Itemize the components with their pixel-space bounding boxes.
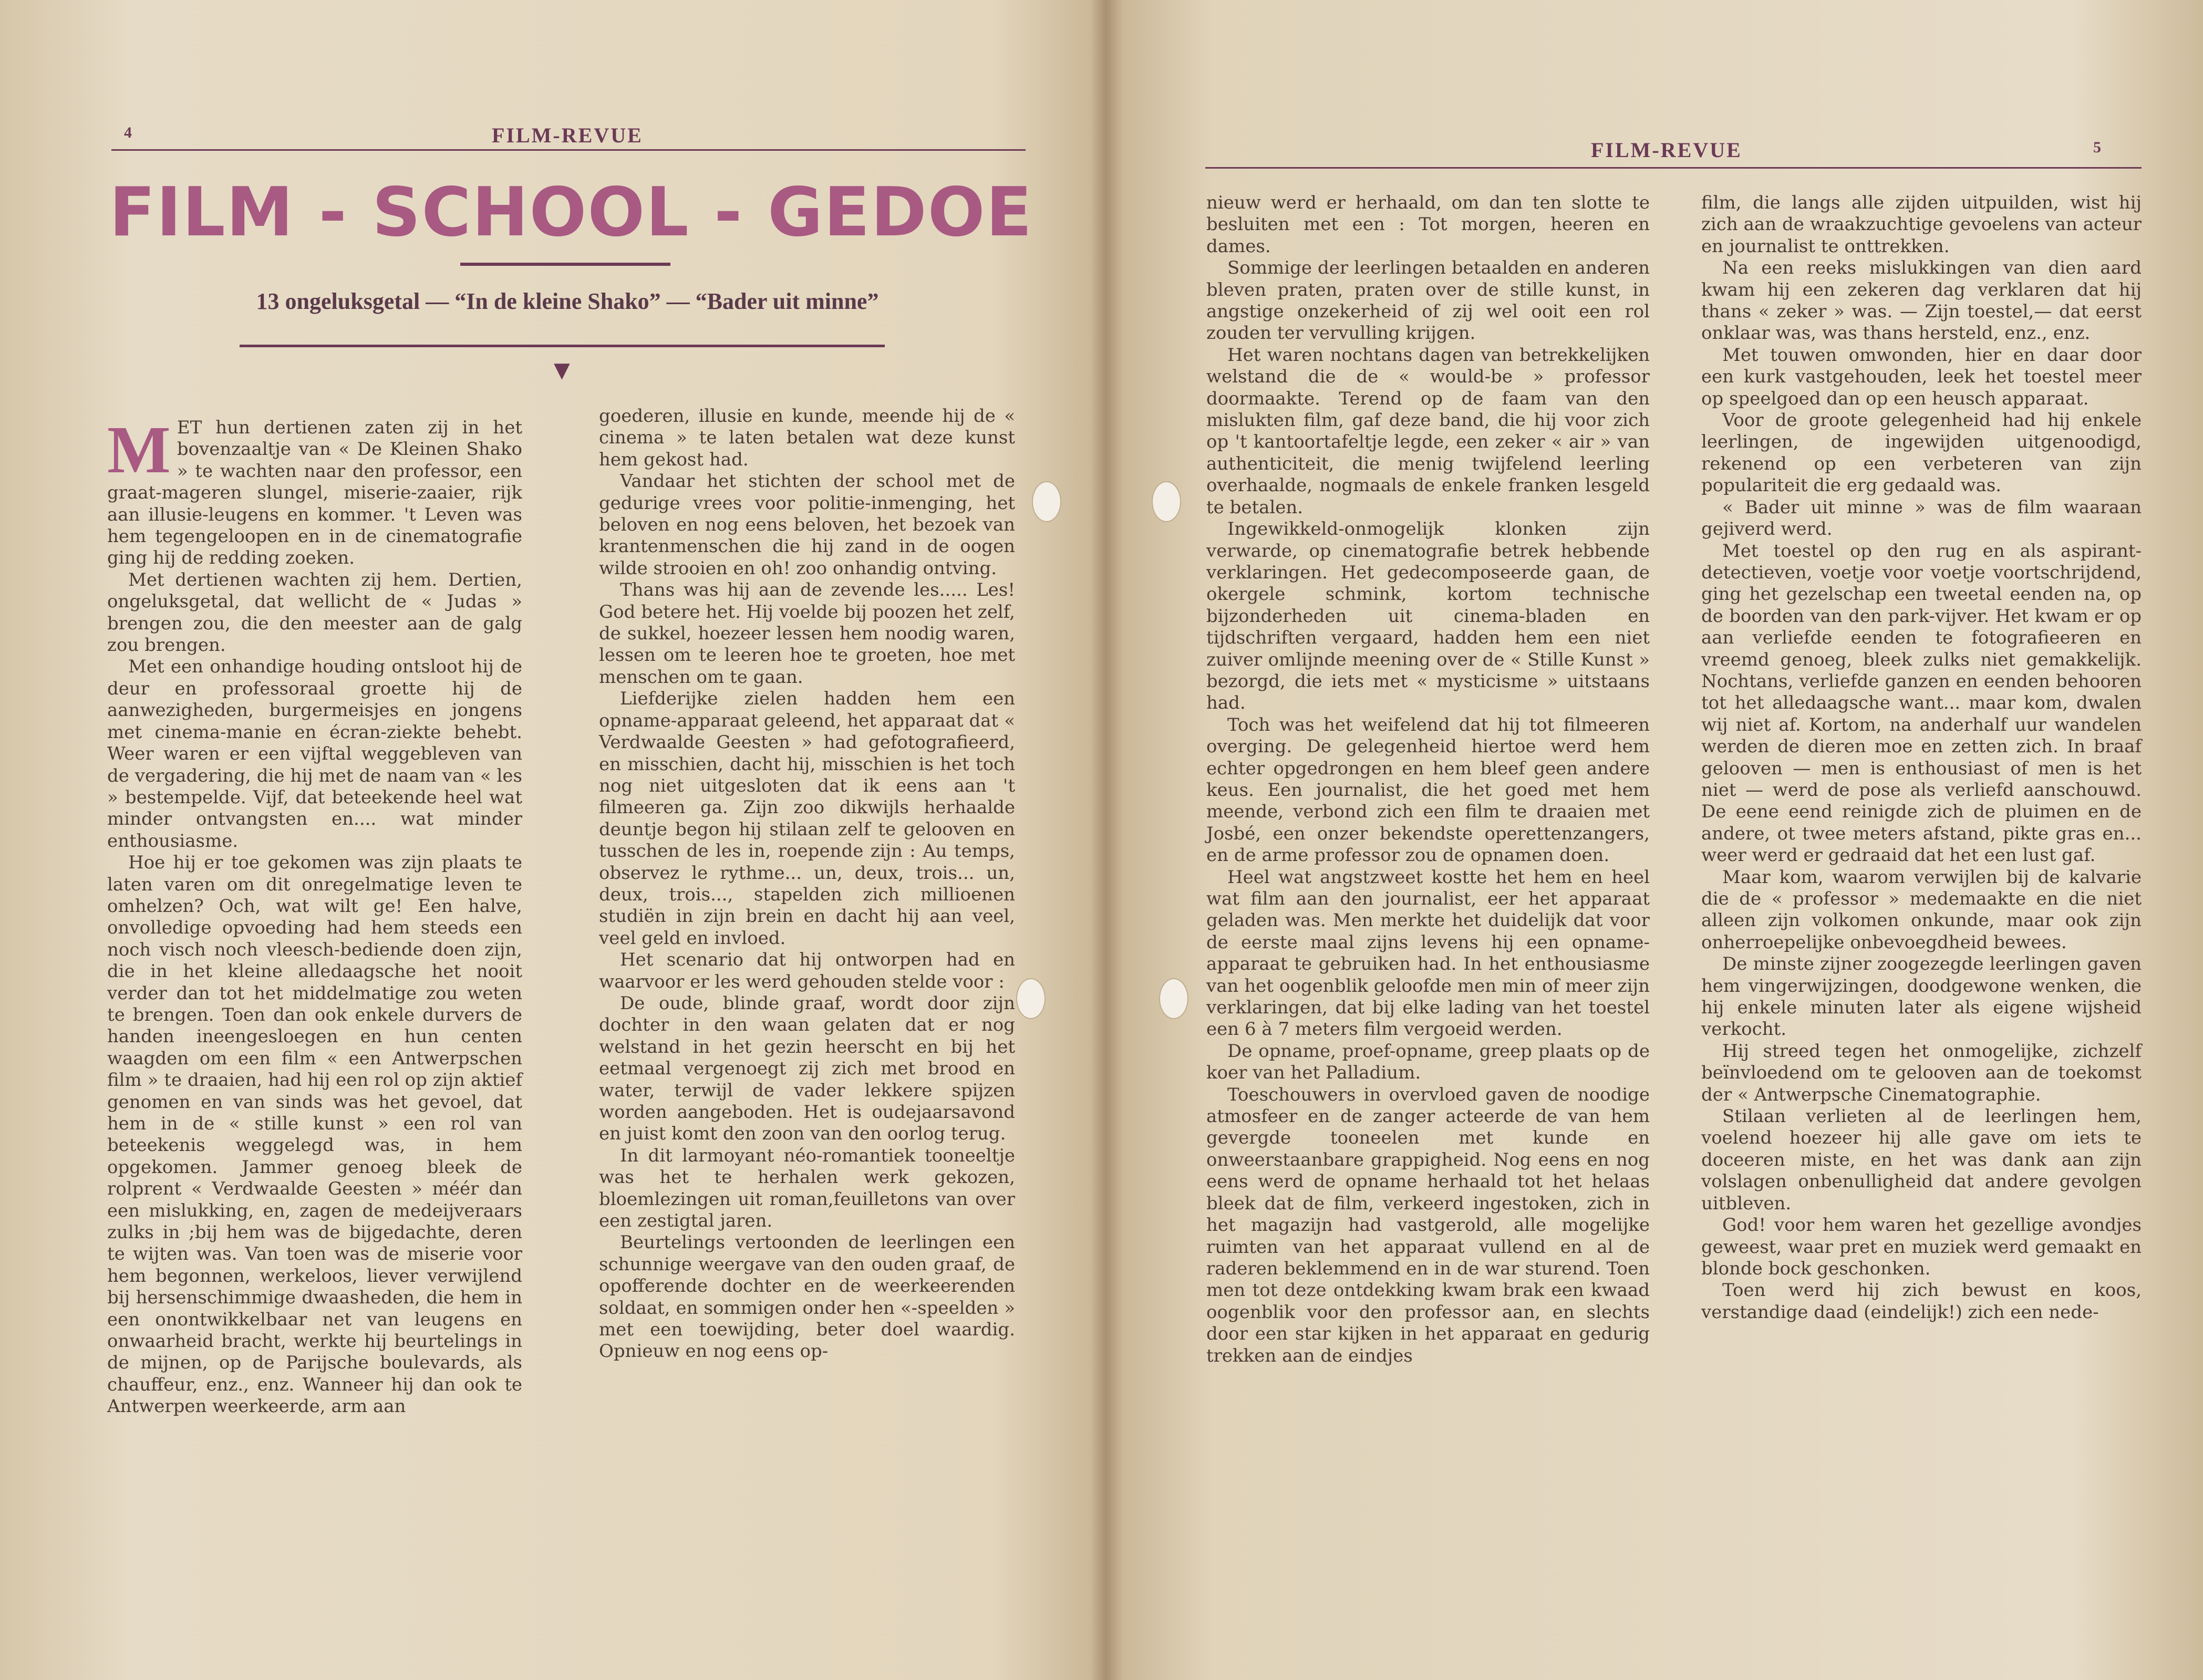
paragraph: Met toestel op den rug en als aspirant-detectieven, voetje voor voetje voortschrijdend, ging het gezelschap een tweetal eenden na, op de boorden van den park-vijver. Het kwam er op aan verliefde eenden te fotografieeren en vreemd genoeg, bleek zulks niet gemakkelijk. Nochtans, verliefde ganzen en eenden behooren tot het alledaagsche want... maar kom, dwalen wij niet af. Kortom, na anderhalf uur wandelen werden de dieren moe en zetten zich. In braaf gelooven — men is enthousiast of men is het niet — werd de pose als verliefd aanschouwd. De eene eend reinigde zich de pluimen en de andere, ot twee meters afstand, pikte gras en... weer werd er gedraaid dat het een lust gaf. (1701, 540, 2142, 866)
paragraph: nieuw werd er herhaald, om dan ten slotte te besluiten met een : Tot morgen, heeren en dames. (1206, 192, 1650, 257)
left-column-2 (599, 406, 1015, 1363)
paragraph: Het waren nochtans dagen van betrekkelijken welstand die de « would-be » professor doormaakte. Terend op de faam van den mislukten film, gaf deze band, die hij voor zich op 't kantoortafeltje legde, een zeker « air » van authenticiteit, die menig twijfelend leerling overhaalde, nogmaals de enkele franken lesgeld te betalen. (1206, 344, 1650, 518)
paragraph: De minste zijner zoogezegde leerlingen gaven hem vingerwijzingen, doodgewone wenken, die hij enkele minuten later als eigene wijsheid verkocht. (1701, 953, 2142, 1040)
punch-hole (1032, 481, 1061, 522)
paragraph: Toen werd hij zich bewust en koos, verstandige daad (eindelijk!) zich een nede- (1701, 1280, 2142, 1323)
paragraph: goederen, illusie en kunde, meende hij de « cinema » te laten betalen wat deze kunst hem gekost had. (599, 406, 1015, 470)
right-column-2 (1701, 192, 2142, 1323)
page-number-right: 5 (2093, 139, 2103, 156)
paragraph: Maar kom, waarom verwijlen bij de kalvarie die de « professor » medemaakte en die niet alleen zijn volkomen onkunde, maar ook zijn onherroepelijke onbevoegdheid bewees. (1701, 866, 2142, 953)
subtitle-rule (240, 345, 885, 347)
paragraph: Thans was hij aan de zevende les..... Les! God betere het. Hij voelde bij poozen het zelf, de sukkel, hoezeer lessen hem noodig waren, lessen om te leeren hoe te groeten, hoe met menschen om te gaan. (599, 579, 1015, 688)
right-column-1 (1206, 192, 1650, 1367)
header-rule-left (111, 149, 1026, 151)
paragraph: Stilaan verlieten al de leerlingen hem, voelend hoezeer hij alle gave om iets te doceeren miste, en het was dank aan zijn volslagen onbenulligheid dat andere gevolgen uitbleven. (1701, 1106, 2142, 1214)
left-column-1 (107, 412, 522, 1418)
article-title: FILM - SCHOOL - GEDOE (109, 173, 1033, 252)
paragraph: In dit larmoyant néo-romantiek tooneeltje was het te herhalen werk gekozen, bloemlezingen uit roman,feuilletons van over een zestigtal jaren. (599, 1145, 1015, 1232)
paragraph: Met dertienen wachten zij hem. Dertien, ongeluksgetal, dat wellicht de « Judas » brengen zou, die den meester aan de galg zou brengen. (107, 569, 522, 656)
paragraph: Sommige der leerlingen betaalden en anderen bleven praten, praten over de stille kunst, in angstige onzekerheid of zij wel ooit een rol zouden ter vervulling krijgen. (1206, 257, 1650, 344)
paragraph: Heel wat angstzweet kostte het hem en heel wat film aan den journalist, eer het apparaat geladen was. Men merkte het duidelijk dat voor de eerste maal zijns levens hij een opname-apparaat te gebruiken had. In het enthousiasme van het oogenblik geloofde men min of meer zijn verklaringen, dat bij elke lading van het toestel een 6 à 7 meters film vergoeid werden. (1206, 866, 1650, 1040)
paragraph: Het scenario dat hij ontworpen had en waarvoor er les werd gehouden stelde voor : (599, 949, 1015, 992)
right-page (1108, 0, 2203, 1680)
title-rule (460, 263, 670, 266)
drop-cap: M (107, 412, 171, 487)
paragraph: Hij streed tegen het onmogelijke, zichzelf beïnvloedend om te gelooven aan de toekomst der « Antwerpsche Cinematographie. (1701, 1040, 2142, 1105)
paragraph: Ingewikkeld-onmogelijk klonken zijn verwarde, op cinematografie betrek hebbende verklaringen. Het gedecomposeerde gaan, de okergele schmink, kortom technische bijzonderheden uit cinema-bladen en tijdschriften vergaard, hadden hem een niet zuiver omlijnde meening over de « Stille Kunst » bezorgd, die iets met « mysticisme » uitstaans had. (1206, 518, 1650, 714)
punch-hole (1152, 481, 1181, 522)
punch-hole (1159, 978, 1188, 1019)
paragraph: Toch was het weifelend dat hij tot filmeeren overging. De gelegenheid hiertoe werd hem echter opgedrongen en hem bleef geen andere keus. Een journalist, die het goed met hem meende, verbond zich een film te draaien met Josbé, een onzer bekendste operettenzangers, en de arme professor zou de opnamen doen. (1206, 714, 1650, 866)
paragraph: Voor de groote gelegenheid had hij enkele leerlingen, de ingewijden uitgenoodigd, rekenend op een verbeteren van zijn populariteit die erg gedaald was. (1701, 410, 2142, 496)
ornament-icon: ▼ (554, 358, 570, 382)
paragraph: Liefderijke zielen hadden hem een opname-apparaat geleend, het apparaat dat « Verdwaalde Geesten » had gefotografieerd, en misschien, dacht hij, misschien is het toch nog niet uitgesloten dat ik eens aan 't filmeeren ga. Zijn zoo dikwijls herhaalde deuntje begon hij stilaan zelf te gelooven en tusschen de les in, roepende zijn : Au temps, observez le rythme... un, deux, trois... un, deux, trois..., stapelden zich millioenen studiën in zijn brein en dacht hij aan veel, veel geld en invloed. (599, 688, 1015, 949)
paragraph: Hoe hij er toe gekomen was zijn plaats te laten varen om dit onregelmatige leven te omhelzen? Och, wat wilt ge! Een halve, onvolledige opvoeding had hem steeds een noch visch noch vleesch-bediende doen zijn, die in het kleine alledaagsche het nooit verder dan tot het middelmatige zou weten te brengen. Toen dan ook enkele durvers de handen ineengesloegen en hun centen waagden om een film « een Antwerpschen film » te draaien, had hij een rol op zijn aktief genomen en van sinds was het gevoel, dat hem in de « stille kunst » een rol van beteekenis weggelegd was, in hem opgekomen. Jammer genoeg bleek de rolprent « Verdwaalde Geesten » méér dan een mislukking, en, zagen de medeijveraars zulks in ;bij hem was de bijgedachte, deren te wijten was. Van toen was de miserie voor hem begonnen, werkeloos, liever verwijlend bij hersenschimmige dwaasheden, die hem in een onontwikkelbaar net van leugens en onwaarheid bracht, werkte hij beurtelings in de mijnen, op de Parijsche boulevards, als chauffeur, enz., enz. Wanneer hij dan ook te Antwerpen weerkeerde, arm aan (107, 852, 522, 1417)
article-subtitle: 13 ongeluksgetal — “In de kleine Shako” — “Bader uit minne” (256, 288, 879, 314)
paragraph: film, die langs alle zijden uitpuilden, wist hij zich aan de wraakzuchtige gevoelens van acteur en journalist te onttrekken. (1701, 192, 2142, 257)
paragraph: ET hun dertienen zaten zij in het bovenzaaltje van « De Kleinen Shako » te wachten naar den professor, een graat-mageren slungel, miserie-zaaier, rijk aan illusie-leugens en kommer. 't Leven was hem tegengeloopen en in de cinematografie ging hij de redding zoeken. (107, 417, 522, 569)
paragraph: Met touwen omwonden, hier en daar door een kurk vastgehouden, leek het toestel meer op speelgoed dan op een heusch apparaat. (1701, 344, 2142, 409)
paragraph: « Bader uit minne » was de film waaraan gejiverd werd. (1701, 496, 2142, 540)
paragraph: Beurtelings vertoonden de leerlingen een schunnige weergave van den ouden graaf, de opofferende dochter en de weerkeerenden soldaat, en sommigen onder hen «-speelden » met een toewijding, beter doel waardig. Opnieuw en nog eens op- (599, 1232, 1015, 1362)
running-head-left: FILM-REVUE (492, 123, 643, 147)
header-rule-right (1205, 167, 2142, 169)
page-number-left: 4 (124, 124, 133, 141)
paragraph: De oude, blinde graaf, wordt door zijn dochter in den waan gelaten dat er nog welstand in het gezin heerscht en bij het eetmaal vergenoegt zij zich met brood en water, terwijl de vader lekkere spijzen worden aangeboden. Het is oudejaarsavond en juist komt den zoon van den oorlog terug. (599, 992, 1015, 1145)
punch-hole (1016, 978, 1046, 1019)
paragraph: God! voor hem waren het gezellige avondjes geweest, waar pret en muziek werd gemaakt en blonde bock geschonken. (1701, 1215, 2142, 1279)
paragraph: Na een reeks mislukkingen van dien aard kwam hij een zekeren dag verklaren dat hij thans « zeker » was. — Zijn toestel,— dat eerst onklaar was, was thans hersteld, enz., enz. (1701, 257, 2142, 344)
paragraph: De opname, proef-opname, greep plaats op de koer van het Palladium. (1206, 1040, 1650, 1084)
paragraph: Toeschouwers in overvloed gaven de noodige atmosfeer en de zanger acteerde de van hem gevergde tooneelen met kunde en onweerstaanbare grappigheid. Nog eens en nog eens werd de opname herhaald tot het helaas bleek dat de film, verkeerd ingestoken, zich in het magazijn had vastgerold, alle mogelijke ruimten van het apparaat vullend en al de raderen beklemmend en in de war sturend. Toen men tot deze ontdekking kwam brak een kwaad oogenblik voor den professor aan, en slechts door een star kijken in het apparaat en gedurig trekken aan de eindjes (1206, 1084, 1650, 1366)
paragraph: Vandaar het stichten der school met de gedurige vrees voor politie-inmenging, het beloven en nog eens beloven, het bezoek van krantenmenschen die hij zand in de oogen wilde strooien en oh! zoo onhandig ontving. (599, 471, 1015, 579)
running-head-right: FILM-REVUE (1591, 138, 1742, 162)
paragraph: Met een onhandige houding ontsloot hij de deur en professoraal groette hij de aanwezigheden, burgermeisjes en jongens met cinema-manie en écran-ziekte behebt. Weer waren er een vijftal weggebleven van de vergadering, die hij met de naam van « les » bestempelde. Vijf, dat beteekende heel wat minder ontvangsten en.... wat minder enthousiasme. (107, 656, 522, 852)
